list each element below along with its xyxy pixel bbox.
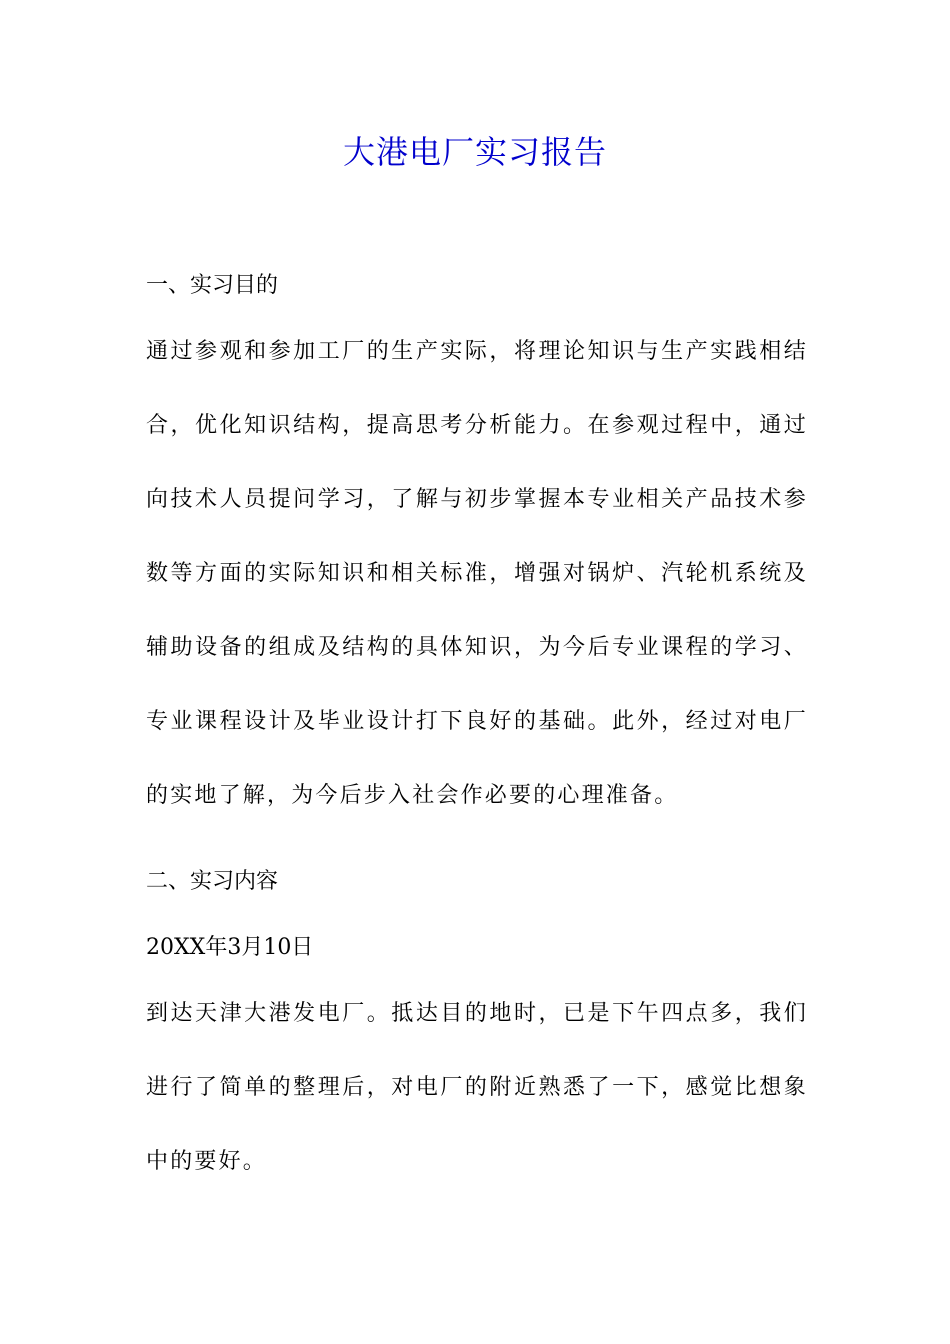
section-purpose xyxy=(146,262,808,838)
section-heading-purpose: 一、实习目的 xyxy=(146,273,279,298)
paragraph-content: 到达天津大港发电厂。抵达目的地时，已是下午四点多，我们进行了简单的整理后，对电厂的附近熟悉了一下，感觉比想象中的要好。 xyxy=(146,1001,808,1174)
section-heading-content: 二、实习内容 xyxy=(146,869,279,894)
document-title: 大港电厂实习报告 xyxy=(342,133,607,171)
date-line: 20XX年3月10日 xyxy=(146,935,314,960)
section-content xyxy=(146,858,808,1204)
paragraph-purpose: 通过参观和参加工厂的生产实际，将理论知识与生产实践相结合，优化知识结构，提高思考分析能力。在参观过程中，通过向技术人员提问学习，了解与初步掌握本专业相关产品技术参数等方面的实际知识和相关标准，增强对锅炉、汽轮机系统及辅助设备的组成及结构的具体知识，为今后专业课程的学习、专业课程设计及毕业设计打下良好的基础。此外，经过对电厂的实地了解，为今后步入社会作必要的心理准备。 xyxy=(146,339,808,808)
